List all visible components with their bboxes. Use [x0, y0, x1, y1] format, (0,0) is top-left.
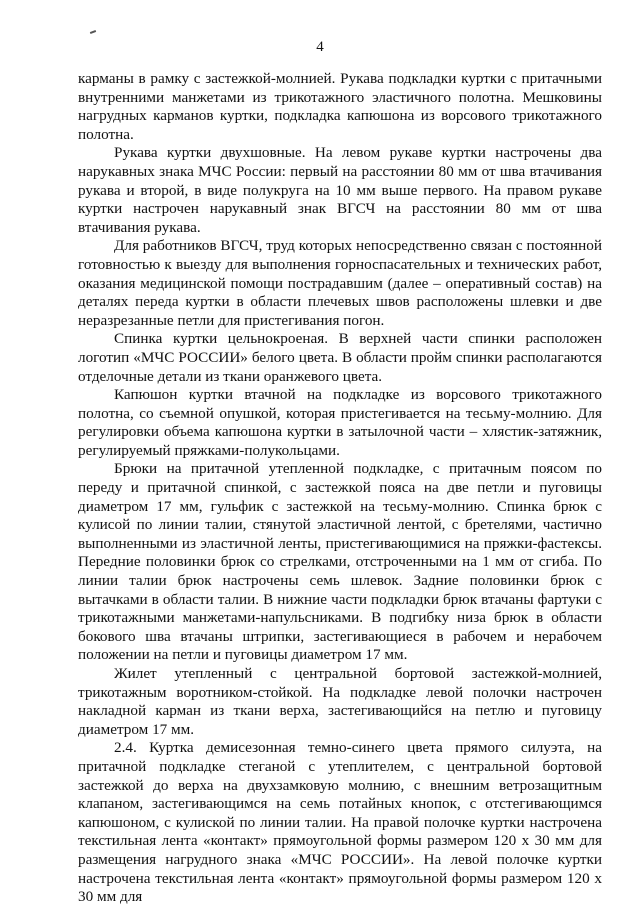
paragraph: Рукава куртки двухшовные. На левом рукаве куртки настрочены два нарукавных знака МЧС России: первый на расстоянии 80 мм от шва втачивания рукава и второй, в виде полукруга на 10 мм выше первого. На правом рукаве куртки настрочен нарукавный знак ВГСЧ на расстоянии 80 мм от шва втачивания рукава.	[78, 144, 602, 236]
document-body	[78, 70, 602, 907]
paragraph: 2.4. Куртка демисезонная темно-синего цвета прямого силуэта, на притачной подкладке стеганой с утеплителем, с центральной бортовой застежкой до верха на двухзамковую молнию, с внешним ветрозащитным клапаном, застегивающимся на семь потайных кнопок, с отстегивающимся капюшоном, с кулиской по линии талии. На правой полочке куртки настрочена текстильная лента «контакт» прямоугольной формы размером 120 x 30 мм для размещения нагрудного знака «МЧС РОССИИ». На левой полочке куртки настрочена текстильная лента «контакт» прямоугольной формы размером 120 x 30 мм для	[78, 739, 602, 906]
scan-mark	[90, 30, 96, 34]
paragraph: Для работников ВГСЧ, труд которых непосредственно связан с постоянной готовностью к выезду для выполнения горноспасательных и технических работ, оказания медицинской помощи пострадавшим (далее – оперативный состав) на деталях переда куртки в области плечевых швов расположены шлевки и две неразрезанные петли для пристегивания погон.	[78, 237, 602, 329]
paragraph: карманы в рамку с застежкой-молнией. Рукава подкладки куртки с притачными внутренними манжетами из трикотажного эластичного полотна. Мешковины нагрудных карманов куртки, подкладка капюшона из ворсового трикотажного полотна.	[78, 70, 602, 143]
paragraph: Капюшон куртки втачной на подкладке из ворсового трикотажного полотна, со съемной опушкой, которая пристегивается на тесьму-молнию. Для регулировки объема капюшона куртки в затылочной части – хлястик-затяжник, регулируемый пряжками-полукольцами.	[78, 386, 602, 459]
paragraph: Спинка куртки цельнокроеная. В верхней части спинки расположен логотип «МЧС РОССИИ» белого цвета. В области пройм спинки располагаются отделочные детали из ткани оранжевого цвета.	[78, 330, 602, 385]
page-number: 4	[316, 39, 324, 55]
paragraph: Жилет утепленный с центральной бортовой застежкой-молнией, трикотажным воротником-стойкой. На подкладке левой полочки настрочен накладной карман из ткани верха, застегивающийся на петлю и пуговицу диаметром 17 мм.	[78, 665, 602, 738]
paragraph: Брюки на притачной утепленной подкладке, с притачным поясом по переду и притачной спинкой, с застежкой пояса на две петли и пуговицы диаметром 17 мм, гульфик с застежкой на тесьму-молнию. Спинка брюк с кулисой по линии талии, стянутой эластичной лентой, с бретелями, частично выполненными из эластичной ленты, пристегивающимися на пряжки-фастексы. Передние половинки брюк со стрелками, отстроченными на 1 мм от сгиба. По линии талии брюк настрочены семь шлевок. Задние половинки брюк с вытачками в области талии. В нижние части подкладки брюк втачаны фартуки с трикотажными манжетами-напульсниками. В подгибку низа брюк в области бокового шва втачаны штрипки, застегивающиеся в рабочем и нерабочем положении на петли и пуговицы диаметром 17 мм.	[78, 460, 602, 664]
